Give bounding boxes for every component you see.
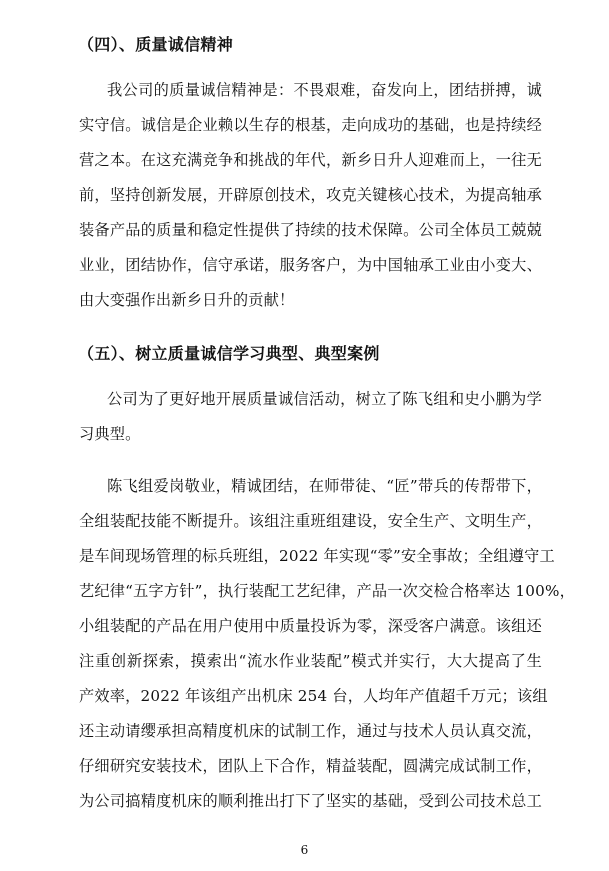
page-number: 6 bbox=[300, 843, 309, 857]
paragraph-line: 还主动请缨承担高精度机床的试制工作，通过与技术人员认真交流， bbox=[79, 722, 542, 740]
paragraph-line: 习典型。 bbox=[79, 425, 141, 443]
paragraph-line: 由大变强作出新乡日升的贡献！ bbox=[79, 291, 295, 309]
paragraph-line: 产效率，2022 年该组产出机床 254 台，人均年产值超千万元；该组 bbox=[79, 687, 548, 705]
section-heading-5: （五）、树立质量诚信学习典型、典型案例 bbox=[78, 344, 380, 363]
paragraph-line: 我公司的质量诚信精神是：不畏艰难，奋发向上，团结拼搏，诚 bbox=[107, 81, 542, 99]
paragraph-line: 营之本。在这充满竞争和挑战的年代，新乡日升人迎难而上，一往无 bbox=[79, 151, 542, 169]
paragraph-line: 是车间现场管理的标兵班组，2022 年实现“零”安全事故；全组遵守工 bbox=[79, 547, 555, 565]
paragraph-line: 全组装配技能不断提升。该组注重班组建设，安全生产、文明生产， bbox=[79, 512, 542, 530]
section-heading-4: （四）、质量诚信精神 bbox=[78, 35, 234, 54]
paragraph-line: 实守信。诚信是企业赖以生存的根基，走向成功的基础，也是持续经 bbox=[79, 116, 542, 134]
paragraph-line: 陈飞组爱岗敬业，精诚团结，在师带徒、“匠”带兵的传帮带下， bbox=[107, 477, 542, 495]
paragraph-line: 装备产品的质量和稳定性提供了持续的技术保障。公司全体员工兢兢 bbox=[79, 221, 542, 239]
paragraph-line: 注重创新探索，摸索出“流水作业装配”模式并实行，大大提高了生 bbox=[79, 652, 542, 670]
paragraph-line: 小组装配的产品在用户使用中质量投诉为零，深受客户满意。该组还 bbox=[79, 617, 542, 635]
paragraph-line: 前，坚持创新发展，开辟原创技术，攻克关键核心技术，为提高轴承 bbox=[79, 186, 542, 204]
paragraph-line: 为公司搞精度机床的顺利推出打下了坚实的基础，受到公司技术总工 bbox=[79, 792, 542, 810]
paragraph-line: 艺纪律“五字方针”，执行装配工艺纪律，产品一次交检合格率达 100%， bbox=[79, 582, 576, 600]
paragraph-line: 仔细研究安装技术，团队上下合作，精益装配，圆满完成试制工作， bbox=[79, 757, 542, 775]
paragraph-line: 公司为了更好地开展质量诚信活动，树立了陈飞组和史小鹏为学 bbox=[107, 390, 542, 408]
paragraph-line: 业业，团结协作，信守承诺，服务客户，为中国轴承工业由小变大、 bbox=[79, 256, 542, 274]
